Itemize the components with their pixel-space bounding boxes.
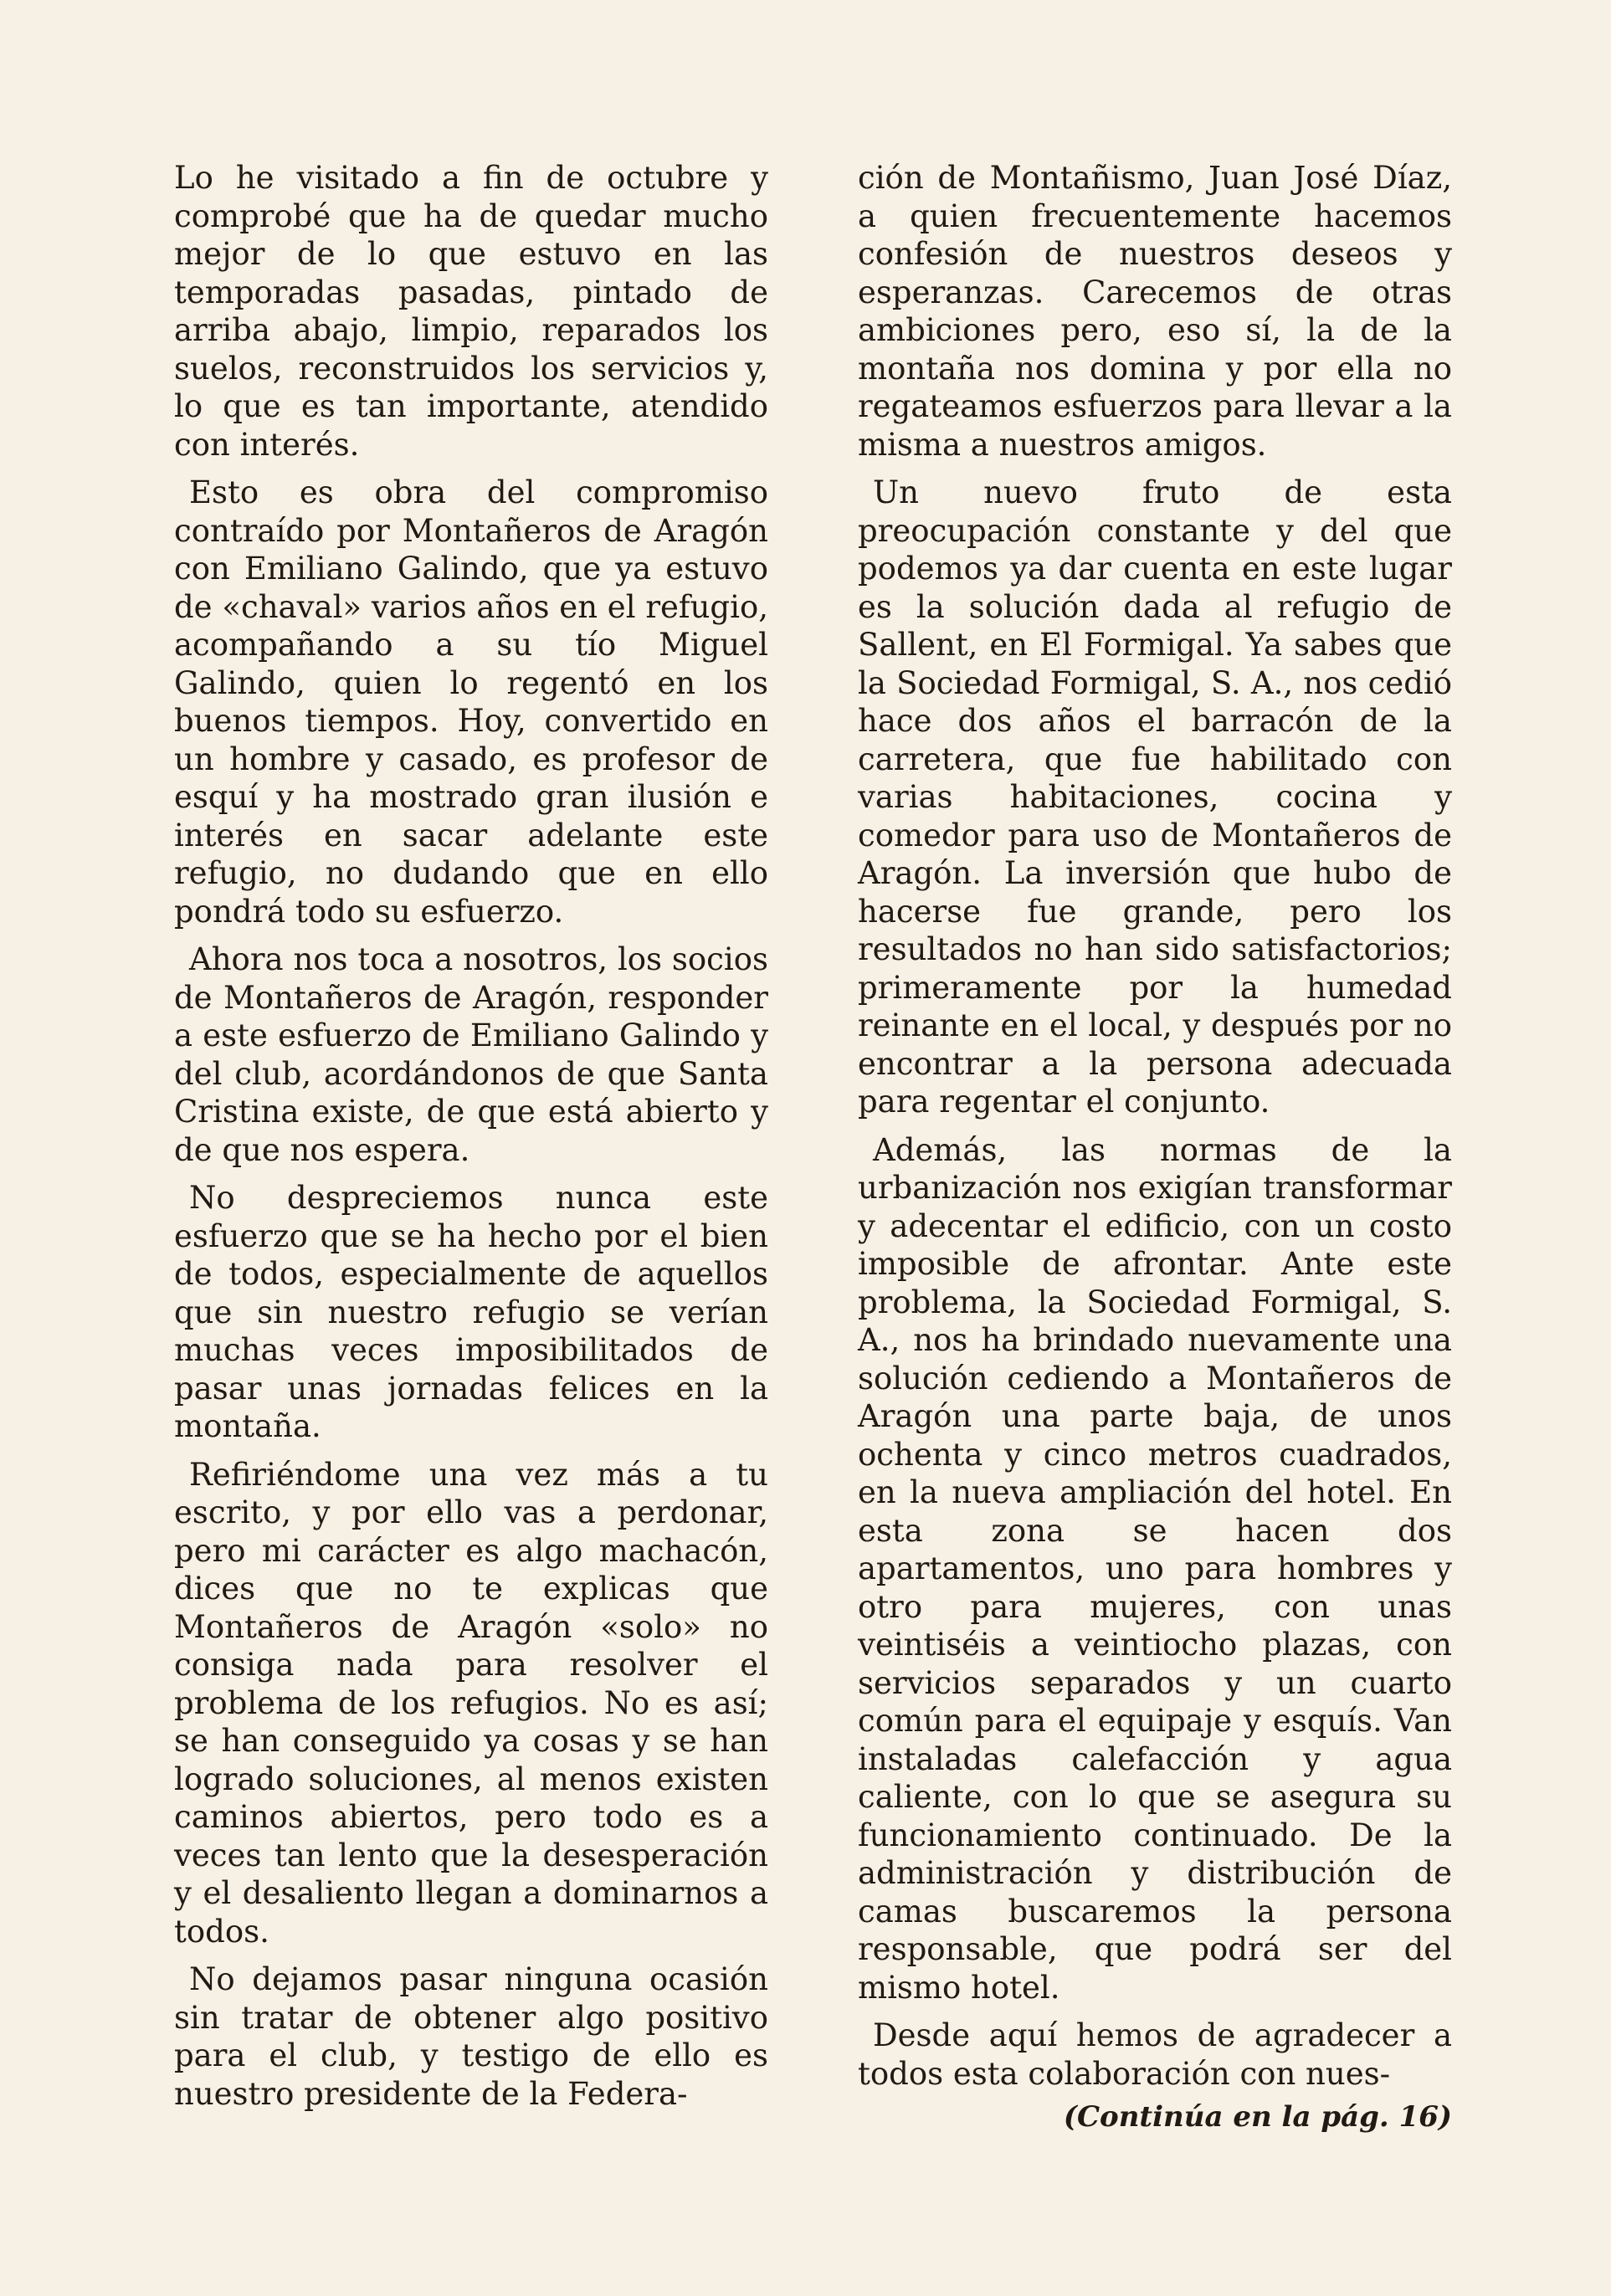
paragraph: Esto es obra del compromiso contraído por Montañeros de Aragón con Emiliano Galindo, que ya estuvo de «chaval» varios años en el refugio, acompañando a su tío Miguel Galindo, quien lo regentó en los buenos tiempos. Hoy, convertido en un hombre y casado, es profesor de esquí y ha mostrado gran ilusión e interés en sacar adelante este refugio, no dudando que en ello pondrá todo su esfuerzo. bbox=[174, 474, 768, 930]
continuation-note: (Continúa en la pág. 16) bbox=[1063, 2100, 1452, 2134]
paragraph: No dejamos pasar ninguna ocasión sin tratar de obtener algo positivo para el club, y testigo de ello es nuestro presidente de la Federa- bbox=[174, 1961, 768, 2112]
paragraph: Además, las normas de la urbanización nos exigían transformar y adecentar el edificio, con un costo imposible de afrontar. Ante este problema, la Sociedad Formigal, S. A., nos ha brindado nuevamente una solución cediendo a Montañeros de Aragón una parte baja, de unos ochenta y cinco metros cuadrados, en la nueva ampliación del hotel. En esta zona se hacen dos apartamentos, uno para hombres y otro para mujeres, con unas veintiséis a veintiocho plazas, con servicios separados y un cuarto común para el equipaje y esquís. Van instaladas calefacción y agua caliente, con lo que se asegura su funcionamiento continuado. De la administración y distribución de camas buscaremos la persona responsable, que podrá ser del mismo hotel. bbox=[858, 1131, 1452, 2006]
right-column bbox=[858, 159, 1452, 2103]
paragraph: Refiriéndome una vez más a tu escrito, y por ello vas a perdonar, pero mi carácter es algo machacón, dices que no te explicas que Montañeros de Aragón «solo» no consiga nada para resolver el problema de los refugios. No es así; se han conseguido ya cosas y se han logrado soluciones, al menos existen caminos abiertos, pero todo es a veces tan lento que la desesperación y el desaliento llegan a dominarnos a todos. bbox=[174, 1456, 768, 1950]
paragraph: Ahora nos toca a nosotros, los socios de Montañeros de Aragón, responder a este esfuerzo de Emiliano Galindo y del club, acordándonos de que Santa Cristina existe, de que está abierto y de que nos espera. bbox=[174, 941, 768, 1168]
paragraph: Un nuevo fruto de esta preocupación constante y del que podemos ya dar cuenta en este lugar es la solución dada al refugio de Sallent, en El Formigal. Ya sabes que la Sociedad Formigal, S. A., nos cedió hace dos años el barracón de la carretera, que fue habilitado con varias habitaciones, cocina y comedor para uso de Montañeros de Aragón. La inversión que hubo de hacerse fue grande, pero los resultados no han sido satisfactorios; primeramente por la humedad reinante en el local, y después por no encontrar a la persona adecuada para regentar el conjunto. bbox=[858, 474, 1452, 1120]
paragraph: ción de Montañismo, Juan José Díaz, a quien frecuentemente hacemos confesión de nuestros deseos y esperanzas. Carecemos de otras ambiciones pero, eso sí, la de la montaña nos domina y por ella no regateamos esfuerzos para llevar a la misma a nuestros amigos. bbox=[858, 160, 1452, 463]
paragraph: Lo he visitado a fin de octubre y comprobé que ha de quedar mucho mejor de lo que estuvo en las temporadas pasadas, pintado de arriba abajo, limpio, reparados los suelos, reconstruidos los servicios y, lo que es tan importante, atendido con interés. bbox=[174, 160, 768, 463]
paragraph: Desde aquí hemos de agradecer a todos esta colaboración con nues- bbox=[858, 2017, 1452, 2092]
left-column bbox=[174, 159, 768, 2123]
paragraph: No despreciemos nunca este esfuerzo que se ha hecho por el bien de todos, especialmente de aquellos que sin nuestro refugio se verían muchas veces imposibilitados de pasar unas jornadas felices en la montaña. bbox=[174, 1180, 768, 1444]
